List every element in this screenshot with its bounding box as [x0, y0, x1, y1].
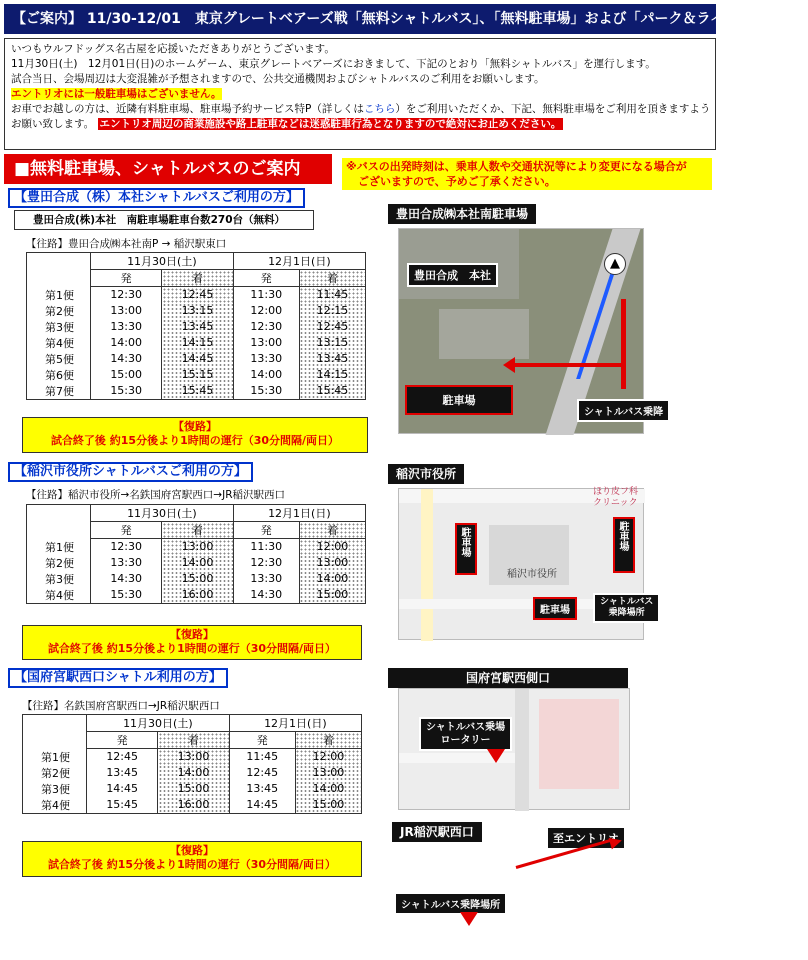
inazawa-map[interactable] — [398, 487, 654, 640]
time-cell: 12:45 — [87, 749, 158, 765]
toyota-return-info — [22, 417, 368, 453]
map-building — [439, 309, 529, 359]
time-cell: 14:45 — [87, 781, 158, 797]
time-cell: 13:30 — [233, 571, 299, 587]
intro-line: 試合当日、会場周辺は大変混雑が予想されますので、公共交通機関およびシャトルバスのご利用をお願いします。 — [11, 73, 545, 85]
map2-clinic-text: ほり皮フ科 クリニック — [593, 487, 639, 508]
time-cell: 14:00 — [91, 335, 162, 351]
map3-title: 国府宮駅西側口 — [388, 668, 628, 688]
table-row — [27, 571, 366, 587]
return-detail: 試合終了後 約15分後より1時間の運行（30分間隔/両日） — [47, 642, 337, 655]
toyota-lot-info: 豊田合成(株)本社 南駐車場駐車台数270台（無料） — [14, 210, 314, 230]
time-cell: 16:00 — [158, 797, 229, 814]
page-banner: 【ご案内】 11/30-12/01 東京グレートベアーズ戦「無料シャトルバス」、「無料駐車場」および「パーク＆ライドサポート」 — [4, 4, 716, 34]
time-cell: 12:30 — [233, 555, 299, 571]
trip-label: 第3便 — [27, 319, 91, 335]
kounomiya-route-heading: 【国府宮駅西口シャトル利用の方】 — [8, 668, 228, 688]
kounomiya-timetable — [22, 714, 362, 814]
time-cell: 13:15 — [299, 335, 365, 351]
time-cell: 15:00 — [162, 571, 233, 587]
north-arrow-icon: ▲ — [604, 253, 626, 275]
time-cell: 15:15 — [162, 367, 233, 383]
intro-line: いつもウルフドッグス名古屋を応援いただきありがとうございます。 — [11, 43, 335, 55]
time-cell: 13:00 — [299, 555, 365, 571]
map1-lot-label: 駐車場 — [405, 385, 513, 415]
map-road — [513, 883, 633, 897]
table-row — [27, 287, 366, 303]
column-header: 着 — [299, 522, 365, 539]
time-cell: 13:00 — [91, 303, 162, 319]
time-cell: 15:00 — [158, 781, 229, 797]
time-cell: 16:00 — [162, 587, 233, 604]
day-header: 11月30日(土) — [87, 715, 230, 732]
map1-hq-label: 豊田合成 本社 — [407, 263, 498, 287]
time-cell: 14:15 — [299, 367, 365, 383]
table-row — [27, 367, 366, 383]
map2-lot-c: 駐車場 — [533, 597, 577, 620]
time-cell: 12:30 — [91, 287, 162, 303]
note-line: ございますので、予めご了承ください。 — [358, 175, 556, 188]
time-cell: 15:45 — [87, 797, 158, 814]
intro-line — [11, 117, 709, 132]
trip-label: 第7便 — [27, 383, 91, 400]
time-cell: 15:30 — [91, 383, 162, 400]
trip-label: 第2便 — [27, 303, 91, 319]
trip-label: 第3便 — [23, 781, 87, 797]
map-road — [421, 489, 433, 641]
tokup-link[interactable]: こちら — [363, 103, 396, 115]
time-cell: 14:30 — [233, 587, 299, 604]
column-header: 発 — [87, 732, 158, 749]
time-cell: 13:00 — [158, 749, 229, 765]
map4-title: JR稲沢駅西口 — [392, 822, 482, 842]
map-road — [515, 689, 529, 811]
time-cell: 13:45 — [299, 351, 365, 367]
table-row — [23, 765, 362, 781]
trip-label: 第4便 — [27, 587, 91, 604]
section-title: ■無料駐車場、シャトルバスのご案内 — [4, 154, 332, 184]
time-cell: 13:30 — [91, 555, 162, 571]
map4-to-entrio: 至エントリオ — [546, 826, 626, 850]
time-cell: 15:00 — [91, 367, 162, 383]
time-cell: 12:30 — [233, 319, 299, 335]
return-label: 【復路】 — [170, 844, 214, 857]
departure-note — [342, 158, 712, 190]
time-cell: 13:00 — [162, 539, 233, 555]
column-header: 着 — [299, 270, 365, 287]
time-cell: 14:30 — [91, 571, 162, 587]
time-cell: 14:00 — [295, 781, 361, 797]
time-cell: 12:15 — [299, 303, 365, 319]
return-label: 【復路】 — [170, 628, 214, 641]
time-cell: 15:00 — [295, 797, 361, 814]
trip-label: 第2便 — [23, 765, 87, 781]
table-row — [23, 781, 362, 797]
intro-line — [11, 87, 709, 102]
time-cell: 12:45 — [229, 765, 295, 781]
time-cell: 11:30 — [233, 287, 299, 303]
day-header: 11月30日(土) — [91, 505, 234, 522]
trip-label: 第4便 — [27, 335, 91, 351]
table-row — [23, 797, 362, 814]
table-row — [23, 749, 362, 765]
no-parking-warning: エントリオには一般駐車場はございません。 — [11, 88, 222, 100]
time-cell: 14:45 — [229, 797, 295, 814]
time-cell: 12:45 — [162, 287, 233, 303]
arrow-icon — [503, 357, 515, 373]
column-header: 着 — [295, 732, 361, 749]
table-row — [27, 351, 366, 367]
day-header: 12月1日(日) — [229, 715, 361, 732]
return-label: 【復路】 — [173, 420, 217, 433]
table-row — [27, 335, 366, 351]
illegal-parking-warning: エントリオ周辺の商業施設や路上駐車などは迷惑駐車行為となりますので絶対にお止めください。 — [99, 118, 562, 130]
time-cell: 15:30 — [91, 587, 162, 604]
column-header: 着 — [162, 270, 233, 287]
column-header: 発 — [229, 732, 295, 749]
time-cell: 13:00 — [233, 335, 299, 351]
table-row — [27, 539, 366, 555]
trip-label: 第1便 — [23, 749, 87, 765]
time-cell: 14:00 — [162, 555, 233, 571]
time-cell: 14:30 — [91, 351, 162, 367]
map1-title: 豊田合成㈱本社南駐車場 — [388, 204, 536, 224]
trip-label: 第4便 — [23, 797, 87, 814]
map-building — [539, 699, 619, 789]
column-header: 着 — [158, 732, 229, 749]
time-cell: 12:00 — [295, 749, 361, 765]
time-cell: 14:00 — [299, 571, 365, 587]
toyota-route-heading: 【豊田合成（株）本社シャトルバスご利用の方】 — [8, 188, 305, 208]
intro-line: 11月30日(土) 12月01日(日)のホームゲーム、東京グレートベアーズにおきまして、下記のとおり「無料シャトルバス」を運行します。 — [11, 58, 656, 70]
column-header: 着 — [162, 522, 233, 539]
map-route-line — [621, 299, 626, 389]
toyota-timetable — [26, 252, 366, 400]
location-marker-icon — [487, 749, 505, 763]
kounomiya-return-info — [22, 841, 362, 877]
intro-box — [4, 38, 716, 150]
day-header: 12月1日(日) — [233, 253, 365, 270]
time-cell: 13:45 — [162, 319, 233, 335]
trip-label: 第3便 — [27, 571, 91, 587]
time-cell: 13:30 — [233, 351, 299, 367]
time-cell: 13:30 — [91, 319, 162, 335]
table-row — [27, 555, 366, 571]
map2-cityhall-text: 稲沢市役所 — [507, 569, 557, 580]
time-cell: 13:45 — [87, 765, 158, 781]
time-cell: 12:45 — [299, 319, 365, 335]
map4-stop-label: シャトルバス乗降場所 — [394, 892, 507, 915]
toyota-map[interactable] — [398, 228, 664, 434]
trip-label: 第1便 — [27, 539, 91, 555]
time-cell: 15:30 — [233, 383, 299, 400]
time-cell: 13:45 — [229, 781, 295, 797]
table-row — [27, 319, 366, 335]
table-row — [27, 587, 366, 604]
kounomiya-route-label: 【往路】名鉄国府宮駅西口→JR稲沢駅西口 — [22, 700, 220, 712]
map2-title: 稲沢市役所 — [388, 464, 464, 484]
map2-stop-label: シャトルバス 乗降場所 — [593, 593, 660, 623]
time-cell: 14:15 — [162, 335, 233, 351]
map2-lot-a: 駐車場 — [455, 523, 477, 575]
time-cell: 11:45 — [299, 287, 365, 303]
time-cell: 15:00 — [299, 587, 365, 604]
trip-label: 第5便 — [27, 351, 91, 367]
intro-text: お願い致します。 — [11, 118, 95, 130]
map2-lot-b: 駐車場 — [613, 517, 635, 573]
day-header: 12月1日(日) — [233, 505, 365, 522]
intro-line — [11, 102, 709, 117]
inazawa-route-heading: 【稲沢市役所シャトルバスご利用の方】 — [8, 462, 253, 482]
time-cell: 14:00 — [233, 367, 299, 383]
time-cell: 12:00 — [233, 303, 299, 319]
intro-text: ）をご利用いただくか、下記、無料駐車場をご利用を頂きますよう — [395, 103, 711, 115]
trip-label: 第6便 — [27, 367, 91, 383]
note-line: ※バスの出発時刻は、乗車人数や交通状況等により変更になる場合が — [346, 160, 687, 173]
time-cell: 13:00 — [295, 765, 361, 781]
column-header: 発 — [233, 522, 299, 539]
column-header: 発 — [91, 270, 162, 287]
trip-label: 第2便 — [27, 555, 91, 571]
day-header: 11月30日(土) — [91, 253, 234, 270]
time-cell: 11:30 — [233, 539, 299, 555]
time-cell: 12:30 — [91, 539, 162, 555]
column-header: 発 — [233, 270, 299, 287]
time-cell: 12:00 — [299, 539, 365, 555]
toyota-route-label: 【往路】豊田合成㈱本社南P → 稲沢駅東口 — [26, 238, 227, 250]
time-cell: 14:00 — [158, 765, 229, 781]
trip-label: 第1便 — [27, 287, 91, 303]
time-cell: 13:15 — [162, 303, 233, 319]
table-row — [27, 383, 366, 400]
table-row — [27, 303, 366, 319]
time-cell: 14:45 — [162, 351, 233, 367]
return-detail: 試合終了後 約15分後より1時間の運行（30分間隔/両日） — [47, 858, 337, 871]
time-cell: 11:45 — [229, 749, 295, 765]
column-header: 発 — [91, 522, 162, 539]
map-route-line — [509, 363, 624, 367]
time-cell: 15:45 — [162, 383, 233, 400]
time-cell: 15:45 — [299, 383, 365, 400]
map3-stop-label: シャトルバス乗場 ロータリー — [419, 717, 512, 751]
inazawa-return-info — [22, 625, 362, 660]
inazawa-route-label: 【往路】稲沢市役所→名鉄国府宮駅西口→JR稲沢駅西口 — [26, 489, 285, 501]
inazawa-timetable — [26, 504, 366, 604]
map1-stop-label: シャトルバス乗降 — [577, 399, 670, 422]
kounomiya-map[interactable] — [398, 688, 630, 810]
location-marker-icon — [460, 912, 478, 926]
intro-text: お車でお越しの方は、近隣有料駐車場、駐車場予約サービス特P（詳しくは — [11, 103, 364, 115]
return-detail: 試合終了後 約15分後より1時間の運行（30分間隔/両日） — [50, 434, 340, 447]
